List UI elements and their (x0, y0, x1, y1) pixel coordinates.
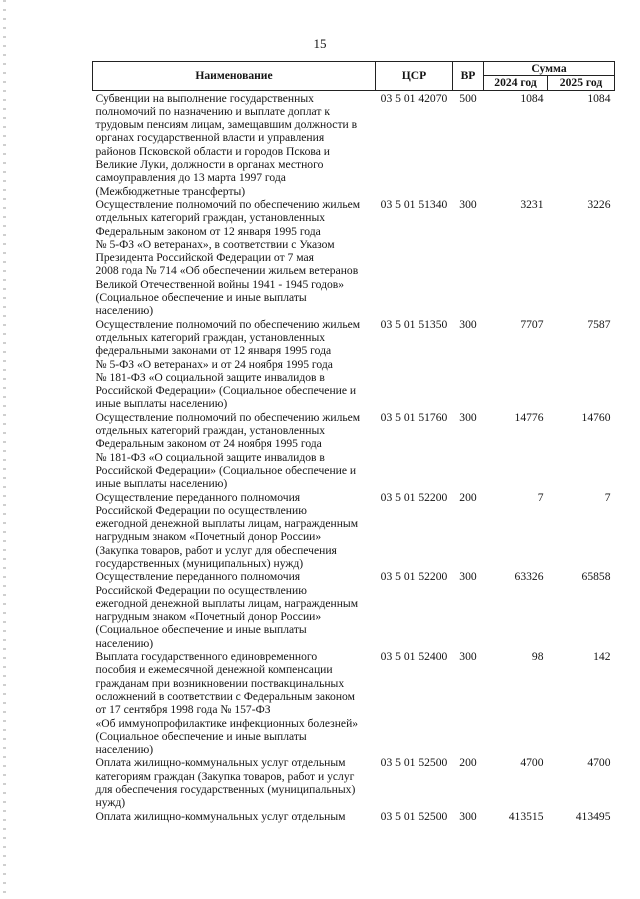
row-name-line: осложнений в соответствии с Федеральным законом (95, 689, 355, 703)
row-name-line: ежегодной денежной выплаты лицам, награжденным (95, 596, 359, 610)
row-vr: 200 (459, 756, 477, 770)
row-name-line: (Закупка товаров, работ и услуг для обеспечения (95, 543, 337, 557)
row-name-line: Федеральным законом от 12 января 1995 года (95, 224, 321, 238)
row-name-line: Российской Федерации по осуществлению (95, 503, 307, 517)
row-name-line: населению) (95, 743, 154, 757)
table-row (93, 650, 615, 756)
row-name-line: № 181-ФЗ «О социальной защите инвалидов в (95, 450, 325, 464)
row-name-line: (Социальное обеспечение и иные выплаты (95, 291, 307, 305)
row-name-line: населению) (95, 304, 154, 318)
row-name (93, 810, 376, 823)
table-row (93, 491, 615, 571)
table-row (93, 90, 615, 198)
row-csr: 03 5 01 52500 (380, 809, 448, 823)
row-name-line: Осуществление полномочий по обеспечению жильем (95, 410, 361, 424)
row-csr: 03 5 01 52400 (380, 650, 448, 664)
row-sum-2024: 3231 (520, 197, 544, 211)
table-row (93, 570, 615, 650)
table-row (93, 318, 615, 411)
row-csr: 03 5 01 51340 (380, 197, 448, 211)
row-sum-2024: 1084 (520, 91, 544, 105)
row-name-line: ежегодной денежной выплаты лицам, награжденным (95, 517, 359, 531)
row-name-line: отдельных категорий граждан, установленных (95, 424, 326, 438)
row-name-line: Великие Луки, должности в органах местного (95, 158, 324, 172)
row-name-line: для обеспечения государственных (муниципальных) (95, 783, 356, 797)
row-name-line: Оплата жилищно-коммунальных услуг отдельным (95, 809, 346, 823)
row-name-line: Федеральным законом от 24 ноября 1995 года (95, 437, 322, 451)
row-name-line: нужд) (95, 796, 126, 810)
row-csr: 03 5 01 52500 (380, 756, 448, 770)
row-vr: 300 (459, 809, 477, 823)
row-name-line: нагрудным знаком «Почетный донор России» (95, 610, 322, 624)
row-name-line: пособия и ежемесячной денежной компенсации (95, 663, 333, 677)
row-name (93, 756, 376, 809)
row-name (93, 318, 376, 411)
scan-binding-marks (3, 0, 6, 899)
row-csr: 03 5 01 52200 (380, 570, 448, 584)
table-row (93, 756, 615, 809)
row-sum-2025: 413495 (575, 809, 611, 823)
table-body (93, 90, 615, 823)
row-name-line: государственных (муниципальных) нужд) (95, 556, 304, 570)
row-name-line: населению) (95, 636, 154, 650)
row-name (93, 90, 376, 198)
row-sum-2024: 4700 (520, 756, 544, 770)
row-name-line: иные выплаты населению) (95, 397, 228, 411)
row-name-line: Осуществление полномочий по обеспечению жильем (95, 317, 361, 331)
row-name-line: № 181-ФЗ «О социальной защите инвалидов в (95, 370, 325, 384)
row-name (93, 570, 376, 650)
row-name-line: (Межбюджетные трансферты) (95, 184, 246, 198)
row-csr: 03 5 01 51760 (380, 410, 448, 424)
row-sum-2025: 1084 (587, 91, 611, 105)
row-name-line: от 17 сентября 1998 года № 157-ФЗ (95, 703, 271, 717)
table-header (93, 62, 615, 91)
row-name-line: самоуправления до 13 марта 1997 года (95, 171, 286, 185)
row-sum-2024: 63326 (514, 570, 544, 584)
row-name-line: Оплата жилищно-коммунальных услуг отдельным (95, 756, 346, 770)
row-name-line: нагрудным знаком «Почетный донор России» (95, 530, 322, 544)
row-name-line: отдельных категорий граждан, установленных (95, 211, 326, 225)
row-name-line: (Социальное обеспечение и иные выплаты (95, 729, 307, 743)
row-name-line: 2008 года № 714 «Об обеспечении жильем ветеранов (95, 264, 359, 278)
table-row (93, 198, 615, 318)
row-name-line: полномочий по назначению и выплате доплат к (95, 104, 330, 118)
row-vr: 300 (459, 197, 477, 211)
row-name-line: органах государственной власти и управления (95, 131, 325, 145)
row-name-line: Субвенции на выполнение государственных (95, 91, 314, 105)
row-sum-2024: 98 (531, 650, 544, 664)
row-name-line: районов Псковской области и городов Пскова и (95, 144, 330, 158)
page-number: 15 (313, 36, 327, 51)
header-year-2025: 2025 год (548, 76, 615, 90)
header-sum: Сумма (484, 62, 615, 76)
row-csr: 03 5 01 42070 (380, 91, 448, 105)
row-sum-2024: 7707 (520, 317, 544, 331)
row-name-line: № 5-ФЗ «О ветеранах», в соответствии с Указом (95, 237, 335, 251)
row-vr: 300 (459, 650, 477, 664)
row-sum-2024: 14776 (514, 410, 544, 424)
row-sum-2025: 65858 (581, 570, 611, 584)
row-name-line: Российской Федерации по осуществлению (95, 583, 307, 597)
row-name (93, 411, 376, 491)
row-name (93, 198, 376, 318)
row-name-line: Осуществление переданного полномочия (95, 570, 301, 584)
row-vr: 200 (459, 490, 477, 504)
budget-table (92, 61, 615, 823)
table-row (93, 411, 615, 491)
header-vr: ВР (453, 62, 484, 91)
row-vr: 300 (459, 410, 477, 424)
row-vr: 300 (459, 570, 477, 584)
row-name-line: Осуществление полномочий по обеспечению жильем (95, 197, 361, 211)
row-sum-2025: 14760 (581, 410, 611, 424)
row-csr: 03 5 01 51350 (380, 317, 448, 331)
row-name-line: Президента Российской Федерации от 7 мая (95, 251, 314, 265)
row-name-line: иные выплаты населению) (95, 477, 228, 491)
row-name (93, 491, 376, 571)
row-sum-2024: 7 (537, 490, 544, 504)
row-name-line: Российской Федерации» (Социальное обеспечение и (95, 384, 357, 398)
row-sum-2025: 7587 (587, 317, 611, 331)
row-name-line: Выплата государственного единовременного (95, 650, 318, 664)
row-sum-2025: 4700 (587, 756, 611, 770)
row-name-line: Осуществление переданного полномочия (95, 490, 301, 504)
row-sum-2025: 142 (593, 650, 611, 664)
row-sum-2025: 7 (604, 490, 611, 504)
header-year-2024: 2024 год (484, 76, 548, 90)
row-name-line: «Об иммунопрофилактике инфекционных болезней» (95, 716, 359, 730)
row-name-line: отдельных категорий граждан, установленных (95, 330, 326, 344)
row-name-line: гражданам при возникновении поствакцинальных (95, 676, 345, 690)
header-name: Наименование (93, 62, 376, 91)
row-sum-2025: 3226 (587, 197, 611, 211)
row-name-line: трудовым пенсиям лицам, замещавшим должности в (95, 118, 358, 132)
row-vr: 500 (459, 91, 477, 105)
header-csr: ЦСР (376, 62, 453, 91)
row-name (93, 650, 376, 756)
row-vr: 300 (459, 317, 477, 331)
row-name-line: (Социальное обеспечение и иные выплаты (95, 623, 307, 637)
row-sum-2024: 413515 (508, 809, 544, 823)
table-row (93, 810, 615, 823)
row-name-line: категориям граждан (Закупка товаров, работ и услуг (95, 769, 355, 783)
row-name-line: Великой Отечественной войны 1941 - 1945 годов» (95, 277, 345, 291)
row-name-line: федеральными законами от 12 января 1995 года (95, 344, 332, 358)
row-csr: 03 5 01 52200 (380, 490, 448, 504)
row-name-line: Российской Федерации» (Социальное обеспечение и (95, 463, 357, 477)
row-name-line: № 5-ФЗ «О ветеранах» и от 24 ноября 1995 года (95, 357, 333, 371)
